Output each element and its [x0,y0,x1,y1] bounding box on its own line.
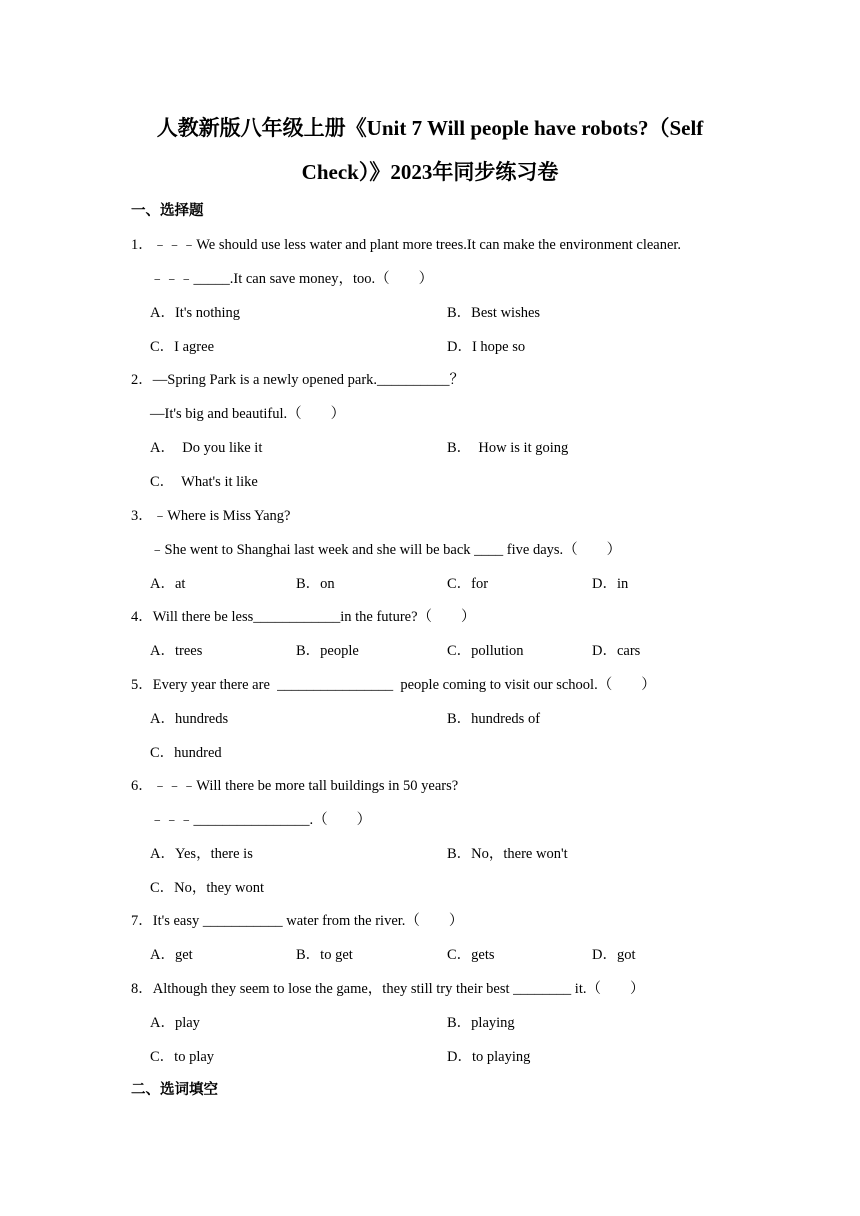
question-8-option-a: A．play [150,1015,200,1031]
question-6-option-b: B．No，there won't [447,846,568,862]
question-1-option-c: C．I agree [150,339,215,355]
question-6-option-c: C．No，they wont [150,880,264,896]
question-3-stem-2: ﹣She went to Shanghai last week and she will be back ____ five days.（ ） [150,542,622,558]
question-7-option-c: C．gets [447,947,495,963]
question-4-option-a: A．trees [150,643,203,659]
question-8-option-d: D．to playing [447,1049,531,1065]
question-3-option-c: C．for [447,576,489,592]
question-4-option-c: C．pollution [447,643,524,659]
question-5-stem: 5．Every year there are ________________ people coming to visit our school.（ ） [131,677,656,693]
question-2-stem-2: —It's big and beautiful.（ ） [150,406,346,422]
question-3-option-b: B．on [296,576,335,592]
question-6-option-a: A．Yes，there is [150,846,253,862]
question-7-option-d: D．got [592,947,636,963]
document-title-line-1: 人教新版八年级上册《Unit 7 Will people have robots?（Self [156,116,704,140]
question-2-option-a: A． Do you like it [150,440,263,456]
question-3-stem: 3．﹣Where is Miss Yang? [131,508,291,524]
question-5-option-c: C．hundred [150,745,222,761]
question-7-option-a: A．get [150,947,193,963]
question-3-option-d: D．in [592,576,629,592]
document-title-line-2: Check）》2023年同步练习卷 [301,160,559,184]
question-4-stem: 4．Will there be less____________in the future?（ ） [131,609,476,625]
question-8-option-b: B．playing [447,1015,515,1031]
question-8-option-c: C．to play [150,1049,215,1065]
question-1-option-b: B．Best wishes [447,305,541,321]
question-6-stem: 6．﹣﹣﹣Will there be more tall buildings in 50 years? [131,778,459,794]
question-2-stem: 2．—Spring Park is a newly opened park.__________？ [131,372,465,388]
section-heading-choice: 一、选择题 [131,203,204,219]
question-7-stem: 7．It's easy ___________ water from the river.（ ） [131,913,464,929]
question-6-stem-2: ﹣﹣﹣________________.（ ） [150,812,372,828]
question-5-option-a: A．hundreds [150,711,229,727]
question-3-option-a: A．at [150,576,186,592]
question-4-option-d: D．cars [592,643,641,659]
question-1-stem-2: ﹣﹣﹣_____.It can save money，too.（ ） [150,271,434,287]
question-1-option-a: A．It's nothing [150,305,241,321]
question-7-option-b: B．to get [296,947,353,963]
question-2-option-c: C． What's it like [150,474,258,490]
question-1-option-d: D．I hope so [447,339,526,355]
question-1-stem: 1．﹣﹣﹣We should use less water and plant more trees.It can make the environment cleaner. [131,237,682,253]
question-2-option-b: B． How is it going [447,440,569,456]
section-heading-fill-blank: 二、选词填空 [131,1082,218,1098]
question-5-option-b: B．hundreds of [447,711,541,727]
question-4-option-b: B．people [296,643,359,659]
question-8-stem: 8．Although they seem to lose the game，they still try their best ________ it.（ ） [131,981,645,997]
